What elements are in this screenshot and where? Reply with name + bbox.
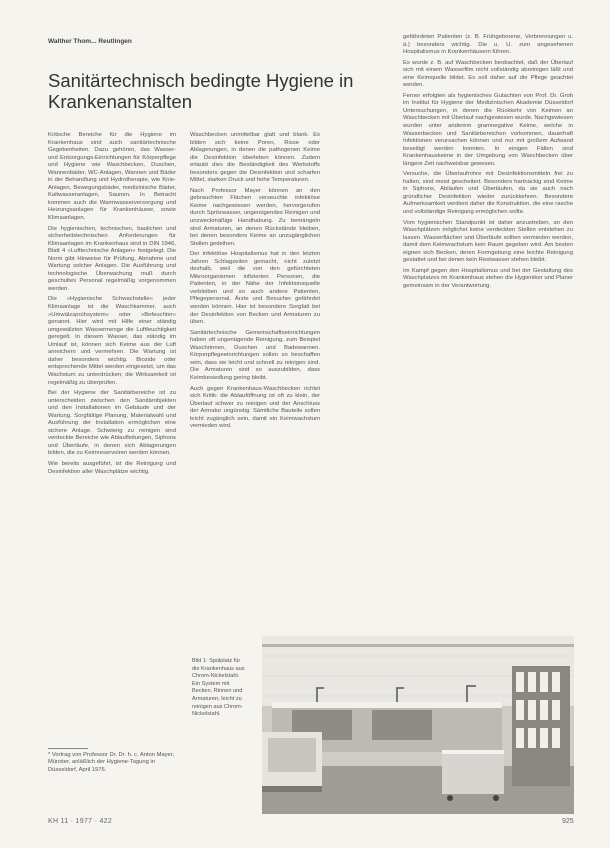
paragraph: gefährdeten Patienten (z. B. Frühgeborene, Verbrennungen u. ä.) besonders wichtig. Die u. U. zum angesehenen Hospitalismus in Krankenhäusern führen. — [403, 34, 573, 56]
paragraph: Es wurde z. B. auf Waschbecken beobachtet, daß der Überlauf sich mit einem Wasserfilm nicht vollständig abreinigen läßt und eine Keimquelle bildet. Es soll daher auf die Pflege geachtet werden. — [403, 59, 573, 89]
paragraph: Sanitärtechnische Gemeinschaftseinrichtungen haben oft ungenügende Reinigung, zum Beispiel Waschrinnen, Duschen und Badewannen. Körperpflegeeinrichtungen sollen so beschaffen sein, dass sie leicht und schnell zu reinigen sind. Die Armaturen sind so auszubilden, dass Keimbesiedlung gering bleibt. — [190, 329, 320, 381]
paragraph: Versuche, die Überlaufrohre mit Desinfektionsmitteln frei zu halten, sind meist gescheitert. Besonders hartnäckig sind Keime in Siphons, Abläufen und Überläufen, da sie auch nach gründlicher Desinfektion wieder zurückkehren. Besondere Aufmerksamkeit verdient daher die Konstruktion, die eine rasche und vollständige Reinigung ermöglichen sollte. — [403, 171, 573, 216]
text-column-3 — [403, 34, 573, 650]
paragraph: Vom hygienischen Standpunkt ist daher anzustreben, an den Waschplätzen möglichst keine verdeckten Stellen entstehen zu lassen. Wasserflächen und Überläufe sollten vermieden werden, damit dem Keimwachstum kein Raum gegeben wird. Am besten eignen sich Becken, deren Formgebung eine leichte Reinigung gestattet und bei denen kein Restwasser stehen bleibt. — [403, 219, 573, 264]
paragraph: Auch gegen Krankenhaus-Waschbecken richtet sich Kritik: die Ablauföffnung ist oft zu klein, der Überlauf schwer zu reinigen und der Anschluss der Armatur ungünstig. Sämtliche Bauteile sollen leicht zugänglich sein, damit ein Keimwachstum vermieden wird. — [190, 385, 320, 430]
footnote-divider — [48, 748, 88, 749]
paragraph: Nach Professor Mayer können an den gebrauchten Flächen verseuchte infektiöse Keime nachgewiesen werden, hervorgerufen durch Spritzwasser, ungenügendes Reinigen und unzweckmäßige Handhabung. Zu bemängeln sind Armaturen, an denen Rückstände bleiben, bei denen besonders Keime an unzugänglichen Stellen gedeihen. — [190, 187, 320, 247]
photo-illustration — [262, 636, 574, 814]
journal-reference: KH 11 · 1977 · 422 — [48, 818, 113, 825]
paragraph: Wie bereits ausgeführt, ist die Reinigung und Desinfektion aller Waschplätze wichtig. — [48, 460, 176, 475]
paragraph: Der infektiöse Hospitalismus hat in den letzten Jahren Schlagzeilen gemacht, nicht zuletzt deshalb, weil die von den gefürchteten Mikroorganismen infizierten Personen, die Patienten, in der Nähe der Infektionsquelle verbleiben und so auch andere Patienten, Pflegepersonal, Ärzte und Besucher gefährdet werden können. Hier ist besondere Sorgfalt bei der Desinfektion von Becken und Armaturen zu üben. — [190, 251, 320, 326]
photo-sink-installation — [262, 636, 574, 814]
paragraph: Die hygienischen, technischen, baulichen und sicherheitstechnischen Anforderungen für Klimaanlagen im Krankenhaus sind in DIN 1946, Blatt 4 »Lufttechnische Anlagen« festgelegt. Die Norm gibt Hinweise für Prüfung, Abnahme und Wartung solcher Anlagen. Die Ausführung und technologische Überwachung muß durch geschultes Personal regelmäßig vorgenommen werden. — [48, 225, 176, 292]
text-column-2 — [190, 132, 320, 632]
footnote: * Vortrag von Professor Dr. Dr. h. c. Anton Mayer, Münster, anläßlich der Hygiene-Tagung in Düsseldorf, April 1976. — [48, 752, 174, 773]
page-number: 925 — [562, 818, 574, 825]
paragraph: Im Kampf gegen den Hospitalismus und bei der Gestaltung des Waschplatzes im Krankenhaus stehen die Hygieniker und Planer gemeinsam in der Verantwortung. — [403, 267, 573, 289]
paragraph: Ferner erfolgten als hygienisches Gutachten von Prof. Dr. Groh im Institut für Hygiene der Medizinischen Akademie Düsseldorf Untersuchungen, in denen die Rückkehr von Keimen an Waschbecken mit Überlauf nachgewiesen wurde. Nachgewiesen wurden unter anderem gramnegative Keime, welche in Wasserbecken und Sanitärbereichen vorkommen, dauerhaft Infektionen verursachen können und nur mit großem Aufwand beseitigt werden konnten. In einigen Fällen sind Krankenhauskeime in der Umgebung von Waschbecken über längere Zeit nachweisbar gewesen. — [403, 92, 573, 167]
paragraph: Waschbecken unmittelbar glatt und blank. Es bilden sich keine Poren, Risse oder Ablagerungen, in denen die pathogenen Keime die Desinfektion überleben können. Zudem erlaubt dies die Beständigkeit des Werkstoffs besonders gegen die Desinfektion und scharfen Mittel, starken Druck und hohe Temperaturen. — [190, 132, 320, 184]
paragraph: Bei der Hygiene der Sanitärbereiche ist zu unterscheiden zwischen den Sanitärobjekten und den Installationen im Gebäude und der Wartung. Sorgfältige Planung, Materialwahl und Ausführung der Installation ermöglichen eine sichere Anlage. Schwierig zu reinigen sind verdeckte Bereiche wie Ablaufleitungen, Siphons und Überläufe, in denen sich Ablagerungen bilden, die zu Keimreservoiren werden können. — [48, 390, 176, 457]
article-title: Sanitärtechnisch bedingte Hygiene in Krankenanstalten — [48, 70, 354, 113]
paragraph: Die »Hygienische Schwachstelle« jeder Klimaanlage ist die Waschkammer, auch »Umwälzsprühsystem« oder »Befeuchter« genannt. Hier wird mit Hilfe einer ständig umgewälzten Wassermenge die Luftfeuchtigkeit geregelt. In diesem Wasser, das ständig im Umlauf ist, können sich Keime aus der Luft anreichern und vermehren. Die Wartung ist daher besonders wichtig. Biozide oder entsprechende Mittel werden eingesetzt, um das Wachstum zu unterdrücken; die Wirksamkeit ist regelmäßig zu überprüfen. — [48, 296, 176, 386]
paragraph: Kritische Bereiche für die Hygiene im Krankenhaus sind auch sanitärtechnische Gegebenheiten. Dazu gehören, das Wasser- und Entsorgungs-Einrichtungen für Körperpflege und Hygiene wie Waschbecken, Duschen, Wannenbäder, WC-Anlagen, Wannen und Bäder in der Behandlung und Hydrotherapie, wie Knie-Anlagen, Bewegungsbäder, medizinische Bäder, Kaltwasseranlagen, Saunen. In Betracht kommen auch die Warmwasserversorgung und Heizungsanlagen für Krankenhäuser, sowie Klimaanlagen. — [48, 132, 176, 222]
author-line: Walther Thom... Reutlingen — [48, 38, 132, 45]
photo-caption: Bild 1: Spülplatz für die Krankenhaus aus Chrom-Nickelstahl. Ein System mit Becken, Rinnen und Armaturen, leicht zu reinigen aus Chrom-Nickelstahl. — [192, 658, 245, 718]
text-column-1 — [48, 132, 176, 772]
